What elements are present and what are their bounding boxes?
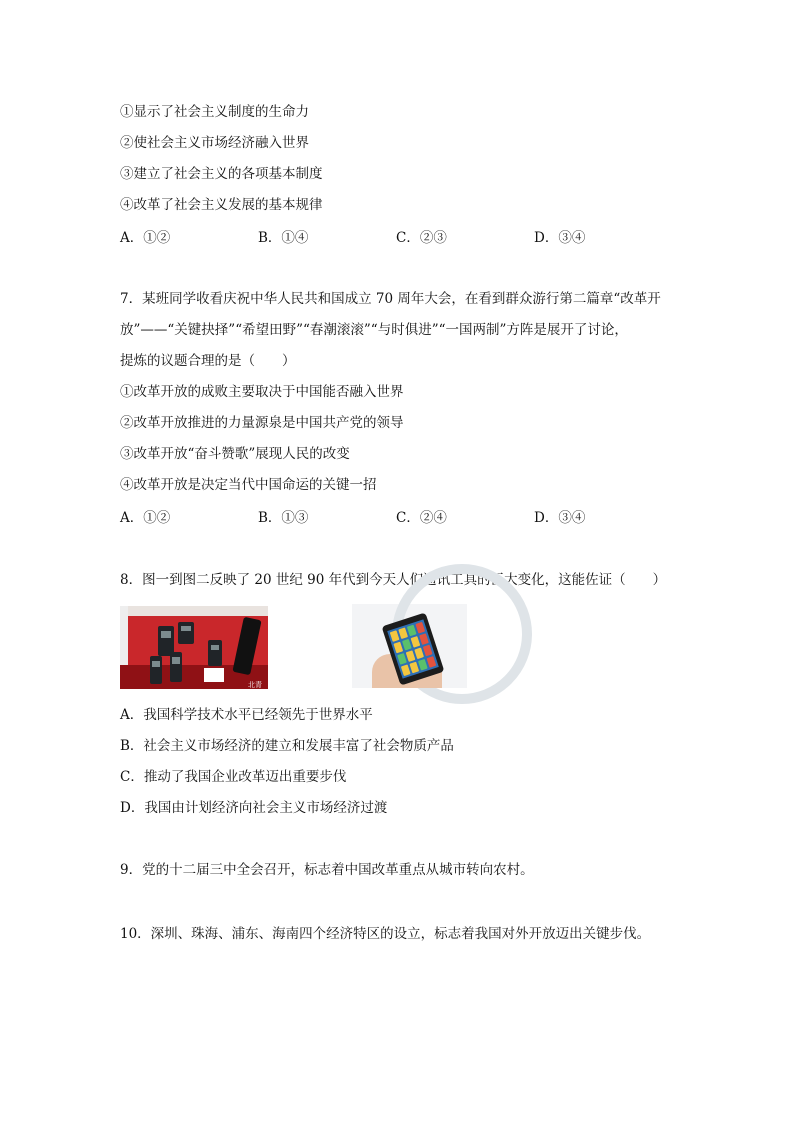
smartphone-in-hand-image <box>352 604 467 688</box>
q6-statement-4: ④改革了社会主义发展的基本规律 <box>120 197 323 213</box>
q8-option-b[interactable]: B．社会主义市场经济的建立和发展丰富了社会物质产品 <box>120 738 454 754</box>
q6-statement-3: ③建立了社会主义的各项基本制度 <box>120 166 323 182</box>
q6-choices <box>120 228 680 248</box>
q7-statement-3: ③改革开放“奋斗赞歌”展现人民的改变 <box>120 446 350 462</box>
q6-statement-1: ①显示了社会主义制度的生命力 <box>120 104 309 120</box>
q8-option-c[interactable]: C．推动了我国企业改革迈出重要步伐 <box>120 769 347 785</box>
q7-stem-line-2: 放”——“关键抉择”“希望田野”“春潮滚滚”“与时俱进”“一国两制”方阵是展开了讨论， <box>120 322 628 338</box>
q7-statement-1: ①改革开放的成败主要取决于中国能否融入世界 <box>120 384 404 400</box>
q7-statement-2: ②改革开放推进的力量源泉是中国共产党的领导 <box>120 415 404 431</box>
q7-choices <box>120 508 680 528</box>
q7-choice-c[interactable]: C．②④ <box>396 510 447 526</box>
q6-choice-d[interactable]: D．③④ <box>534 230 586 246</box>
q7-choice-a[interactable]: A．①② <box>120 510 171 526</box>
image-watermark: 北青网 <box>248 681 262 699</box>
q6-statement-2: ②使社会主义市场经济融入世界 <box>120 135 309 151</box>
q8-option-a[interactable]: A．我国科学技术水平已经领先于世界水平 <box>120 707 373 723</box>
q7-choice-b[interactable]: B．①③ <box>258 510 309 526</box>
q7-stem-line-3: 提炼的议题合理的是（ ） <box>120 353 296 369</box>
q7-stem-line-1: 7．某班同学收看庆祝中华人民共和国成立 70 周年大会，在看到群众游行第二篇章“改革开 <box>120 291 661 307</box>
q8-option-d[interactable]: D．我国由计划经济向社会主义市场经济过渡 <box>120 800 388 816</box>
q7-choice-d[interactable]: D．③④ <box>534 510 586 526</box>
q8-stem: 8．图一到图二反映了 20 世纪 90 年代到今天人们通讯工具的巨大变化，这能佐证（ ） <box>120 572 667 588</box>
q6-choice-c[interactable]: C．②③ <box>396 230 447 246</box>
q6-choice-b[interactable]: B．①④ <box>258 230 309 246</box>
q9-statement: 9．党的十二届三中全会召开，标志着中国改革重点从城市转向农村。 <box>120 862 534 878</box>
q10-statement: 10．深圳、珠海、浦东、海南四个经济特区的设立，标志着我国对外开放迈出关键步伐。 <box>120 926 651 942</box>
q6-choice-a[interactable]: A．①② <box>120 230 171 246</box>
q7-statement-4: ④改革开放是决定当代中国命运的关键一招 <box>120 477 377 493</box>
old-phones-exhibit-image <box>120 606 268 699</box>
